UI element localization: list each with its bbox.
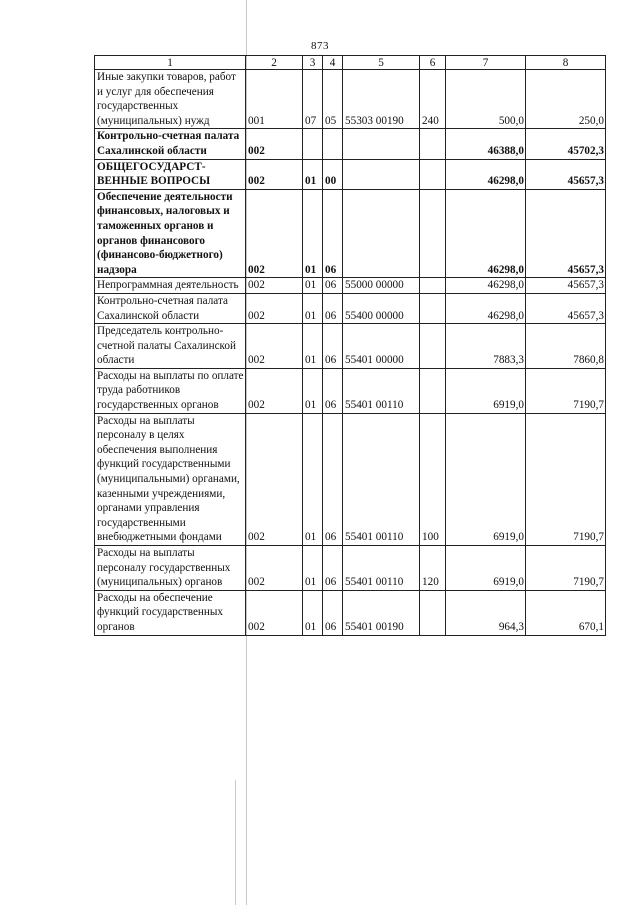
budget-table-body bbox=[95, 70, 606, 636]
amount-year1-cell: 500,0 bbox=[446, 70, 526, 129]
amount-year1-cell: 46298,0 bbox=[446, 189, 526, 278]
ministry-code-cell: 002 bbox=[246, 278, 303, 294]
ministry-code-cell: 002 bbox=[246, 546, 303, 591]
amount-year2-cell: 7190,7 bbox=[526, 368, 606, 413]
column-header: 8 bbox=[526, 56, 606, 70]
expense-type-cell bbox=[420, 278, 446, 294]
amount-year1-cell: 964,3 bbox=[446, 590, 526, 635]
subsection-code-cell: 00 bbox=[323, 159, 343, 189]
section-code-cell: 01 bbox=[303, 159, 323, 189]
target-article-cell: 55400 00000 bbox=[343, 293, 420, 323]
amount-year2-cell: 7860,8 bbox=[526, 324, 606, 369]
expense-type-cell bbox=[420, 159, 446, 189]
expense-type-cell bbox=[420, 293, 446, 323]
subsection-code-cell: 06 bbox=[323, 590, 343, 635]
section-code-cell: 07 bbox=[303, 70, 323, 129]
subsection-code-cell: 06 bbox=[323, 278, 343, 294]
expense-type-cell bbox=[420, 324, 446, 369]
target-article-cell: 55000 00000 bbox=[343, 278, 420, 294]
ministry-code-cell: 002 bbox=[246, 293, 303, 323]
table-row bbox=[95, 189, 606, 278]
amount-year1-cell: 46388,0 bbox=[446, 129, 526, 159]
target-article-cell bbox=[343, 129, 420, 159]
row-name-cell: Расходы на выплаты персоналу в целях обеспечения выполнения функций государственными (муниципальными) органами, казенными учреждениями, органами управления государственными внебюджетными фондами bbox=[95, 413, 246, 545]
row-name-cell: Расходы на выплаты по оплате труда работников государственных органов bbox=[95, 368, 246, 413]
target-article-cell: 55401 00000 bbox=[343, 324, 420, 369]
column-header: 7 bbox=[446, 56, 526, 70]
section-code-cell: 01 bbox=[303, 590, 323, 635]
row-name-cell: Контрольно-счетная палата Сахалинской области bbox=[95, 129, 246, 159]
target-article-cell bbox=[343, 159, 420, 189]
table-row bbox=[95, 324, 606, 369]
section-code-cell: 01 bbox=[303, 546, 323, 591]
row-name-cell: Иные закупки товаров, работ и услуг для обеспечения государственных (муниципальных) нужд bbox=[95, 70, 246, 129]
amount-year2-cell: 670,1 bbox=[526, 590, 606, 635]
subsection-code-cell: 06 bbox=[323, 293, 343, 323]
section-code-cell: 01 bbox=[303, 368, 323, 413]
row-name-cell: Непрограммная деятельность bbox=[95, 278, 246, 294]
ministry-code-cell: 002 bbox=[246, 189, 303, 278]
amount-year1-cell: 46298,0 bbox=[446, 159, 526, 189]
amount-year2-cell: 45657,3 bbox=[526, 159, 606, 189]
row-name-cell: ОБЩЕГОСУДАРСТ-ВЕННЫЕ ВОПРОСЫ bbox=[95, 159, 246, 189]
section-code-cell: 01 bbox=[303, 293, 323, 323]
amount-year1-cell: 6919,0 bbox=[446, 413, 526, 545]
expense-type-cell: 100 bbox=[420, 413, 446, 545]
amount-year1-cell: 6919,0 bbox=[446, 368, 526, 413]
subsection-code-cell: 06 bbox=[323, 546, 343, 591]
ministry-code-cell: 002 bbox=[246, 590, 303, 635]
ministry-code-cell: 002 bbox=[246, 368, 303, 413]
table-row bbox=[95, 413, 606, 545]
column-number-header-row bbox=[95, 56, 606, 70]
row-name-cell: Расходы на выплаты персоналу государственных (муниципальных) органов bbox=[95, 546, 246, 591]
amount-year2-cell: 7190,7 bbox=[526, 546, 606, 591]
amount-year1-cell: 46298,0 bbox=[446, 278, 526, 294]
amount-year2-cell: 45657,3 bbox=[526, 293, 606, 323]
amount-year2-cell: 250,0 bbox=[526, 70, 606, 129]
amount-year1-cell: 7883,3 bbox=[446, 324, 526, 369]
column-header: 1 bbox=[95, 56, 246, 70]
table-row bbox=[95, 546, 606, 591]
column-header: 4 bbox=[323, 56, 343, 70]
target-article-cell: 55401 00110 bbox=[343, 368, 420, 413]
target-article-cell: 55401 00190 bbox=[343, 590, 420, 635]
expense-type-cell bbox=[420, 189, 446, 278]
column-header: 3 bbox=[303, 56, 323, 70]
ministry-code-cell: 002 bbox=[246, 129, 303, 159]
column-header: 2 bbox=[246, 56, 303, 70]
ministry-code-cell: 001 bbox=[246, 70, 303, 129]
amount-year1-cell: 6919,0 bbox=[446, 546, 526, 591]
expense-type-cell bbox=[420, 368, 446, 413]
amount-year2-cell: 45657,3 bbox=[526, 278, 606, 294]
subsection-code-cell: 06 bbox=[323, 368, 343, 413]
subsection-code-cell: 06 bbox=[323, 189, 343, 278]
table-row bbox=[95, 70, 606, 129]
table-row bbox=[95, 159, 606, 189]
expense-type-cell bbox=[420, 590, 446, 635]
amount-year2-cell: 45657,3 bbox=[526, 189, 606, 278]
target-article-cell bbox=[343, 189, 420, 278]
amount-year2-cell: 45702,3 bbox=[526, 129, 606, 159]
subsection-code-cell: 06 bbox=[323, 324, 343, 369]
row-name-cell: Обеспечение деятельности финансовых, налоговых и таможенных органов и органов финансового (финансово-бюджетного) надзора bbox=[95, 189, 246, 278]
table-row bbox=[95, 590, 606, 635]
expense-type-cell bbox=[420, 129, 446, 159]
target-article-cell: 55401 00110 bbox=[343, 413, 420, 545]
ministry-code-cell: 002 bbox=[246, 413, 303, 545]
row-name-cell: Председатель контрольно-счетной палаты Сахалинской области bbox=[95, 324, 246, 369]
page-number: 873 bbox=[311, 40, 329, 52]
ministry-code-cell: 002 bbox=[246, 159, 303, 189]
expense-type-cell: 120 bbox=[420, 546, 446, 591]
section-code-cell: 01 bbox=[303, 324, 323, 369]
subsection-code-cell: 05 bbox=[323, 70, 343, 129]
target-article-cell: 55303 00190 bbox=[343, 70, 420, 129]
section-code-cell: 01 bbox=[303, 189, 323, 278]
target-article-cell: 55401 00110 bbox=[343, 546, 420, 591]
column-header: 5 bbox=[343, 56, 420, 70]
column-header: 6 bbox=[420, 56, 446, 70]
section-code-cell bbox=[303, 129, 323, 159]
table-row bbox=[95, 368, 606, 413]
amount-year2-cell: 7190,7 bbox=[526, 413, 606, 545]
table-row bbox=[95, 293, 606, 323]
scan-fold-line-lower bbox=[235, 780, 236, 905]
row-name-cell: Контрольно-счетная палата Сахалинской области bbox=[95, 293, 246, 323]
subsection-code-cell: 06 bbox=[323, 413, 343, 545]
section-code-cell: 01 bbox=[303, 413, 323, 545]
table-row bbox=[95, 129, 606, 159]
ministry-code-cell: 002 bbox=[246, 324, 303, 369]
amount-year1-cell: 46298,0 bbox=[446, 293, 526, 323]
budget-table bbox=[94, 55, 606, 636]
expense-type-cell: 240 bbox=[420, 70, 446, 129]
section-code-cell: 01 bbox=[303, 278, 323, 294]
row-name-cell: Расходы на обеспечение функций государственных органов bbox=[95, 590, 246, 635]
subsection-code-cell bbox=[323, 129, 343, 159]
table-row bbox=[95, 278, 606, 294]
